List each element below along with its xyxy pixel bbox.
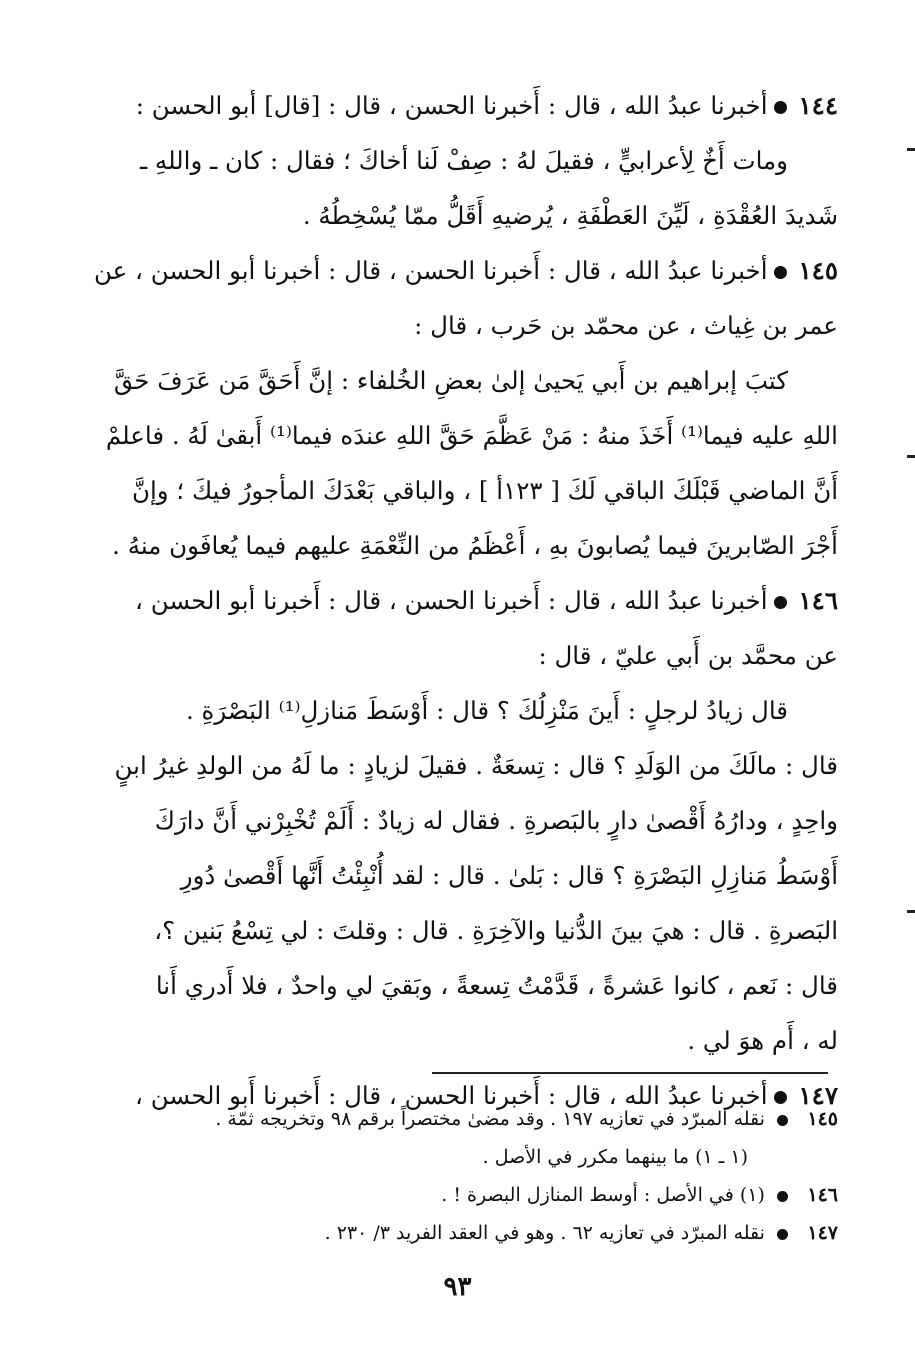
- text-line: واحِدٍ ، ودارُهُ أَقْصىٰ دارٍ بالبَصرةِ . فقال له زيادٌ : أَلَمْ تُخْبِرْني أَنَّ دارَكَ: [154, 806, 838, 835]
- bullet-icon: [777, 1115, 788, 1126]
- footnote: [120, 1138, 838, 1176]
- footnote-text: (١) في الأصل : أوسط المنازل البصرة ! .: [441, 1184, 765, 1206]
- entry-isnad: أخبرنا عبدُ الله ، قال : أَخبرنا الحسن ، قال : أخبرنا أبو الحسن ، عن: [93, 256, 768, 285]
- text-line: اللهِ عليه فيما⁽¹⁾ أَخَذَ منهُ : مَنْ عَظَّمَ حَقَّ اللهِ عندَه فيما⁽¹⁾ أَبقىٰ لَهُ . فاعلمْ: [105, 421, 838, 450]
- footnote-text: نقله المبرّد في تعازيه ٦٢ . وهو في العقد الفريد ٣/ ٢٣٠ .: [324, 1222, 765, 1244]
- footnote-number: ١٤٧: [807, 1222, 838, 1244]
- text-line: قال زيادُ لرجلٍ : أَينَ مَنْزِلُكَ ؟ قال : أَوْسَطَ مَنازلِ⁽¹⁾ البَصْرَةِ .: [185, 696, 788, 725]
- entry-number: ١٤٤: [798, 91, 838, 120]
- text-line: البَصرةِ . قال : هيَ بينَ الدُّنيا والآخِرَةِ . قال : وقلتَ : لي تِسْعُ بَنين ؟،: [154, 916, 838, 945]
- main-text: [70, 78, 838, 1123]
- bullet-icon: [774, 266, 787, 279]
- entry-isnad: أخبرنا عبدُ الله ، قال : أَخبرنا الحسن ، قال : [قال] أبو الحسن :: [135, 91, 768, 120]
- text-line: أَجْرَ الصّابرينَ فيما يُصابونَ بهِ ، أَعْظَمُ من النِّعْمَةِ عليهم فيما يُعافَون منهُ .: [112, 531, 838, 560]
- bullet-icon: [774, 596, 787, 609]
- margin-mark: [907, 455, 915, 458]
- entry-isnad: أخبرنا عبدُ الله ، قال : أَخبرنا الحسن ، قال : أَخبرنا أَبو الحسن ،: [135, 1081, 768, 1110]
- footnote-number: ١٤٦: [807, 1184, 838, 1206]
- entry-isnad: أخبرنا عبدُ الله ، قال : أَخبرنا الحسن ، قال : أَخبرنا أبو الحسن ،: [135, 586, 768, 615]
- entry-number: ١٤٧: [798, 1081, 838, 1110]
- bullet-icon: [777, 1191, 788, 1202]
- entry-isnad-continued: عن محمَّد بن أَبي عليّ ، قال :: [538, 641, 838, 670]
- entry-number: ١٤٦: [798, 586, 838, 615]
- footnote: [120, 1100, 838, 1138]
- entry-146-head: [70, 573, 838, 628]
- margin-mark: [907, 148, 915, 151]
- text-line: قال : نَعم ، كانوا عَشرةً ، قَدَّمْتُ تِسعةً ، وبَقيَ لي واحدٌ ، فلا أَدري أَنا: [155, 971, 838, 1000]
- footnote-number: ١٤٥: [807, 1108, 838, 1130]
- footnote: [120, 1176, 838, 1214]
- footnote-text: نقله المبرّد في تعازيه ١٩٧ . وقد مضىٰ مختصراً برقم ٩٨ وتخريجه ثمّة .: [215, 1108, 765, 1130]
- entry-144-head: [70, 78, 838, 133]
- page-number: ٩٣: [443, 1272, 472, 1302]
- text-line: له ، أَم هوَ لي .: [687, 1026, 838, 1055]
- margin-mark: [907, 910, 915, 913]
- footnote-divider: [432, 1072, 828, 1074]
- footnote: [120, 1214, 838, 1252]
- text-line: أَوْسَطُ مَنازِلِ البَصْرَةِ ؟ قال : بَلىٰ . قال : لقد أُنْبِئْتُ أَنَّها أَقْصىٰ دُورِ: [180, 861, 838, 890]
- entry-145-head: [70, 243, 838, 298]
- footnote-text: (١ ـ ١) ما بينهما مكرر في الأصل .: [482, 1146, 748, 1168]
- text-line: أَنَّ الماضي قَبْلَكَ الباقي لَكَ [ ١٢٣أ ] ، والباقي بَعْدَكَ المأجورُ فيكَ ؛ وإنَّ: [131, 476, 838, 505]
- bullet-icon: [777, 1229, 788, 1240]
- entry-isnad-continued: عمر بن غِياث ، عن محمّد بن حَرب ، قال :: [414, 311, 838, 340]
- text-line: شَديدَ العُقْدَةِ ، لَيِّنَ العَطْفَةِ ، يُرضيهِ أَقَلُّ ممّا يُسْخِطُهُ .: [302, 201, 838, 230]
- text-line: ومات أَخٌ لِأعرابيٍّ ، فقيلَ لهُ : صِفْ لَنا أخاكَ ؛ فقال : كان ـ واللهِ ـ: [139, 146, 788, 175]
- footnotes: [120, 1100, 838, 1252]
- bullet-icon: [774, 101, 787, 114]
- entry-number: ١٤٥: [798, 256, 838, 285]
- text-line: قال : مالَكَ من الوَلَدِ ؟ قال : تِسعَةٌ . فقيلَ لزيادٍ : ما لَهُ من الولدِ غيرُ ابنٍ: [114, 751, 838, 780]
- text-line: كتبَ إبراهيم بن أَبي يَحيىٰ إلىٰ بعضِ الخُلفاء : إنَّ أَحَقَّ مَن عَرَفَ حَقَّ: [113, 366, 788, 395]
